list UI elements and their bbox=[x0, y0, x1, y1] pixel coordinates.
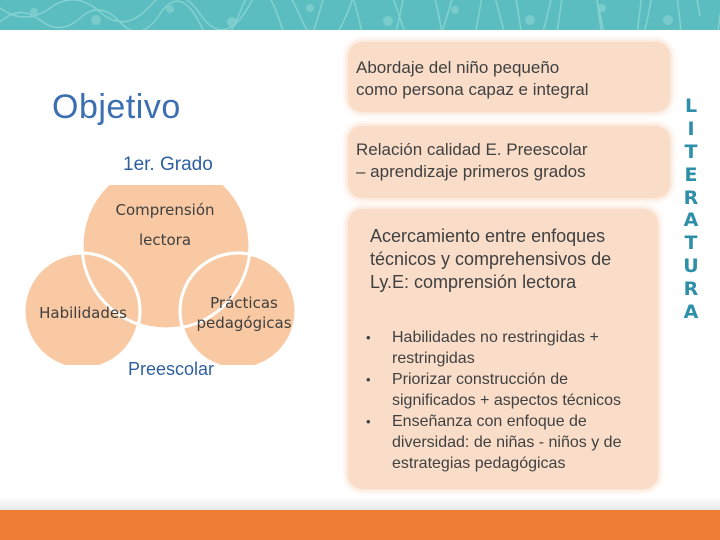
vertical-letter: R bbox=[683, 278, 699, 301]
vertical-letter: E bbox=[684, 163, 698, 186]
top-banner bbox=[0, 0, 720, 30]
list-item-text: Priorizar construcción de significados + aspectos técnicos bbox=[392, 371, 622, 409]
box-abordaje-line1: Abordaje del niño pequeño bbox=[356, 58, 560, 77]
bullet-icon: • bbox=[366, 330, 371, 345]
list-item bbox=[366, 369, 656, 411]
box-acercamiento-heading: Acercamiento entre enfoques técnicos y comprehensivos de Ly.E: comprensión lectora bbox=[370, 226, 612, 292]
bullet-list bbox=[366, 327, 656, 474]
box-abordaje bbox=[348, 42, 670, 112]
vertical-letter: I bbox=[687, 117, 695, 140]
box-relacion-line1: Relación calidad E. Preescolar bbox=[356, 140, 588, 159]
venn-label-habilidades: Habilidades bbox=[39, 304, 127, 322]
bullet-icon: • bbox=[366, 414, 371, 429]
venn-label-comprension: Comprensión bbox=[115, 201, 215, 219]
vertical-letter: T bbox=[684, 140, 698, 163]
footer-bar bbox=[0, 510, 720, 540]
level-label: Preescolar bbox=[128, 359, 215, 379]
vertical-word-literatura bbox=[678, 95, 704, 324]
list-item bbox=[366, 327, 656, 369]
list-item-text: Habilidades no restringidas + restringidas bbox=[392, 329, 599, 367]
box-relacion-text bbox=[356, 139, 588, 183]
box-abordaje-text bbox=[356, 57, 588, 101]
footer-shadow bbox=[0, 496, 720, 510]
vertical-letter: U bbox=[683, 255, 699, 278]
vertical-letter: A bbox=[683, 301, 699, 324]
box-relacion-line2: – aprendizaje primeros grados bbox=[356, 162, 586, 181]
banner-pattern bbox=[0, 0, 720, 30]
venn-label-practicas: Prácticas bbox=[210, 294, 278, 312]
venn-label-lectora: lectora bbox=[138, 231, 192, 249]
vertical-letter: R bbox=[683, 186, 699, 209]
grade-label: 1er. Grado bbox=[123, 154, 213, 175]
box-acercamiento bbox=[348, 209, 658, 489]
page-title: Objetivo bbox=[52, 88, 181, 126]
vertical-letter: L bbox=[684, 95, 698, 117]
venn-label-pedagogicas: pedagógicas bbox=[196, 314, 292, 332]
box-relacion bbox=[348, 126, 670, 198]
box-abordaje-line2: como persona capaz e integral bbox=[356, 80, 589, 99]
bullet-icon: • bbox=[366, 372, 371, 387]
vertical-letter: A bbox=[683, 209, 699, 232]
list-item bbox=[366, 411, 656, 474]
vertical-letter: T bbox=[684, 232, 698, 255]
list-item-text: Enseñanza con enfoque de diversidad: de niñas - niños y de estrategias pedagógicas bbox=[392, 413, 622, 472]
